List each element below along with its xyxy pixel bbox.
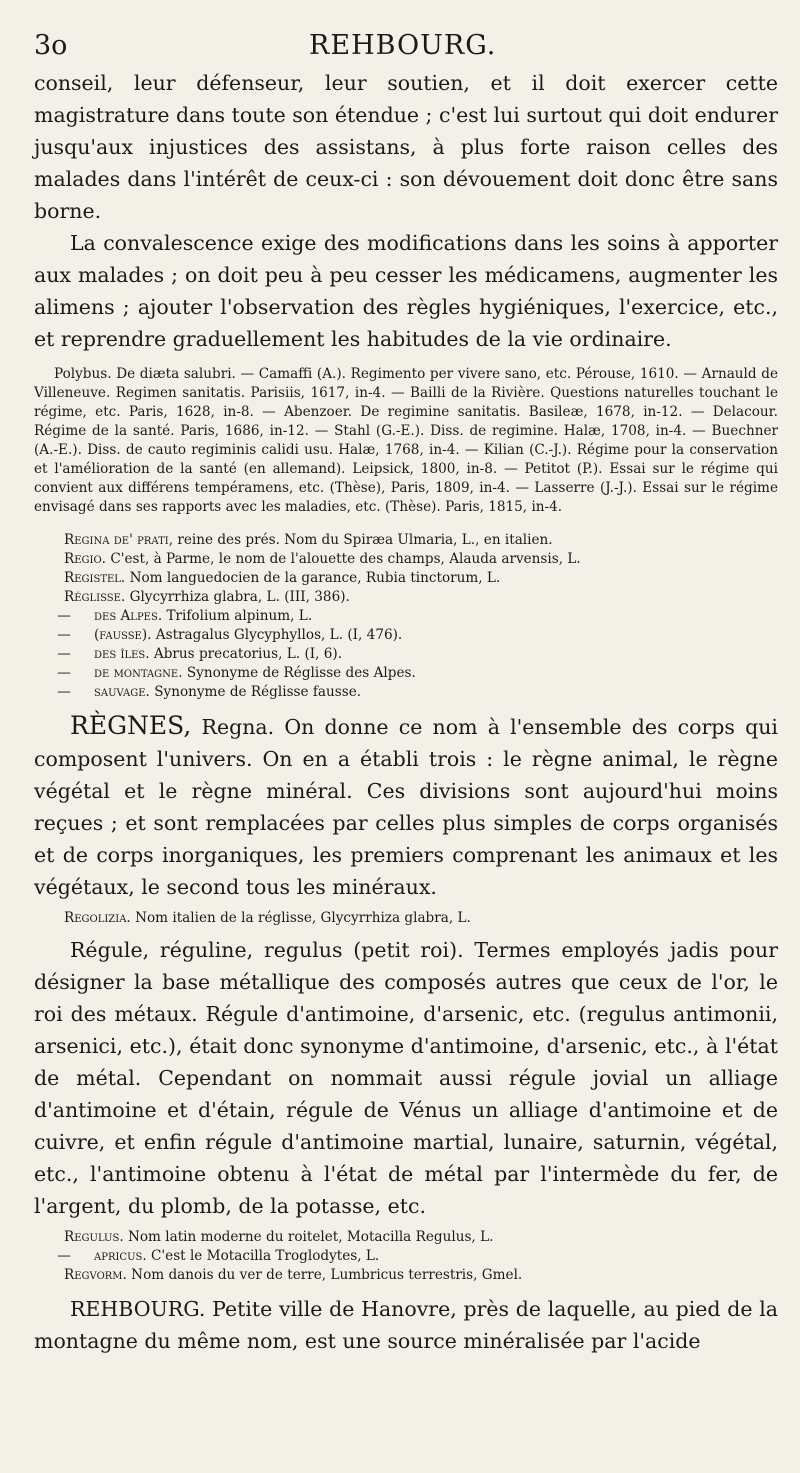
entry-rehbourg: REHBOURG. Petite ville de Hanovre, près de laquelle, au pied de la montagne du même nom, est une source minéralisée par l'acide	[34, 1297, 778, 1353]
page-number: 3o	[34, 30, 68, 61]
small-entries-2	[34, 1228, 778, 1285]
entry-reglisse-des-alpes: — des Alpes. Trifolium alpinum, L.	[57, 608, 313, 624]
entry-reglisse: Réglisse. Glycyrrhiza glabra, L. (III, 386).	[64, 589, 350, 605]
paragraph-convalescence: La convalescence exige des modifications dans les soins à apporter aux malades ; on doit peu à peu cesser les médicamens, augmenter les alimens ; ajouter l'observation des règles hygiéniques, l'exercice, etc., et reprendre graduellement les habitudes de la vie ordinaire.	[34, 231, 778, 351]
entry-regulus-apricus: — apricus. C'est le Motacilla Troglodytes, L.	[57, 1248, 380, 1264]
running-title: REHBOURG.	[309, 30, 497, 61]
entry-reglisse-fausse: — (fausse). Astragalus Glycyphyllos, L. (I, 476).	[57, 627, 403, 643]
entry-reglisse-sauvage: — sauvage. Synonyme de Réglisse fausse.	[57, 684, 362, 700]
entry-regule: Régule, réguline, regulus (petit roi). Termes employés jadis pour désigner la base métallique des composés autres que ceux de l'or, le roi des métaux. Régule d'antimoine, d'arsenic, etc. (regulus antimonii, arsenici, etc.), était donc synonyme d'antimoine, d'arsenic, etc., à l'état de métal. Cependant on nommait aussi régule jovial un alliage d'antimoine et d'étain, régule de Vénus un alliage d'antimoine et de cuivre, et enfin régule d'antimoine martial, lunaire, saturnin, végétal, etc., l'antimoine obtenu à l'état de métal par l'intermède du fer, de l'argent, du plomb, de la potasse, etc.	[34, 938, 778, 1218]
entry-regvorm: Regvorm. Nom danois du ver de terre, Lumbricus terrestris, Gmel.	[64, 1267, 523, 1283]
entry-reglisse-de-montagne: — de montagne. Synonyme de Réglisse des Alpes.	[57, 665, 416, 681]
small-entries-1	[34, 531, 778, 702]
entry-regio: Regio. C'est, à Parme, le nom de l'alouette des champs, Alauda arvensis, L.	[64, 551, 581, 567]
entry-registel: Registel. Nom languedocien de la garance, Rubia tinctorum, L.	[64, 570, 501, 586]
entry-reglisse-des-iles: — des îles. Abrus precatorius, L. (I, 6).	[57, 646, 343, 662]
entry-regina-de-prati: Regina de' prati, reine des prés. Nom du Spiræa Ulmaria, L., en italien.	[64, 532, 553, 548]
entry-regnes: RÈGNES, Regna. On donne ce nom à l'ensemble des corps qui composent l'univers. On en a établi trois : le règne animal, le règne végétal et le règne minéral. Ces divisions sont aujourd'hui moins reçues ; et sont remplacées par celles plus simples de corps organisés et de corps inorganiques, les premiers comprenant les animaux et les végétaux, le second tous les minéraux.	[34, 711, 778, 899]
paragraph-continued: conseil, leur défenseur, leur soutien, et il doit exercer cette magistrature dans toute son étendue ; c'est lui surtout qui doit endurer jusqu'aux injustices des assistans, à plus forte raison celles des malades dans l'intérêt de ceux-ci : son dévouement doit donc être sans borne.	[34, 71, 778, 223]
entry-regolizia: Regolizia. Nom italien de la réglisse, Glycyrrhiza glabra, L.	[64, 910, 471, 926]
bibliography: Polybus. De diæta salubri. — Camaffi (A.). Regimento per vivere sano, etc. Pérouse, 1610. — Arnauld de Villeneuve. Regimen sanitatis. Parisiis, 1617, in-4. — Bailli de la Rivière. Questions naturelles touchant le régime, etc. Paris, 1628, in-8. — Abenzoer. De regimine sanitatis. Basileæ, 1678, in-12. — Delacour. Régime de la santé. Paris, 1686, in-12. — Stahl (G.-E.). Diss. de regimine. Halæ, 1708, in-4. — Buechner (A.-E.). Diss. de cauto regiminis calidi usu. Halæ, 1768, in-4. — Kilian (C.-J.). Régime pour la conservation et l'amélioration de la santé (en allemand). Leipsick, 1800, in-8. — Petitot (P.). Essai sur le régime qui convient aux différens tempéramens, etc. (Thèse), Paris, 1809, in-4. — Lasserre (J.-J.). Essai sur le régime envisagé dans ses rapports avec les maladies, etc. (Thèse). Paris, 1815, in-4.	[34, 366, 778, 515]
entry-regulus: Regulus. Nom latin moderne du roitelet, Motacilla Regulus, L.	[64, 1229, 494, 1245]
page-header	[34, 30, 778, 61]
